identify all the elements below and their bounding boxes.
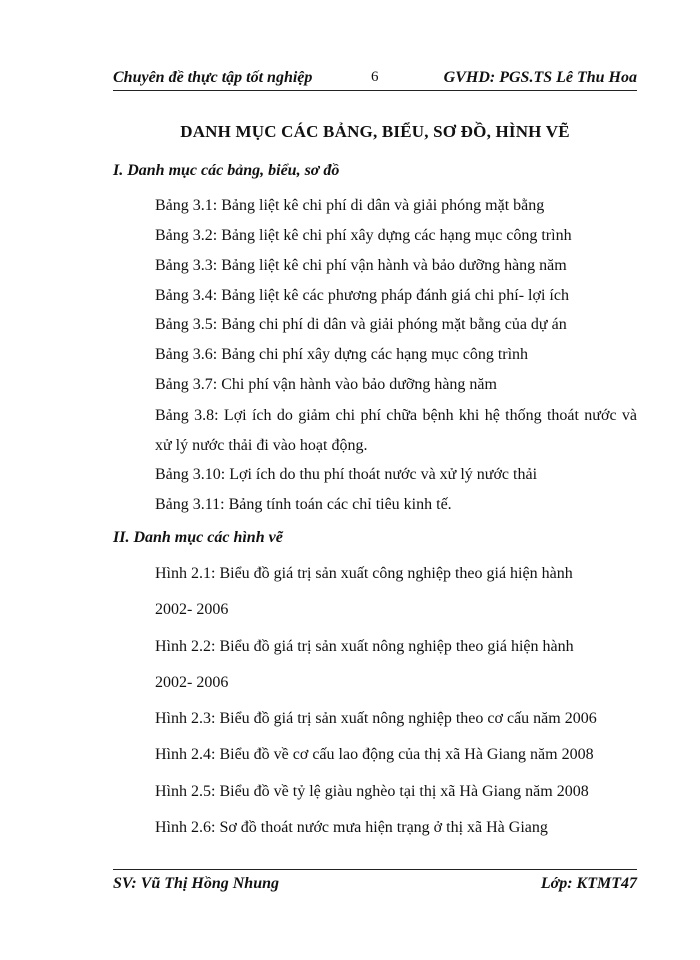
section-tables-heading: I. Danh mục các bảng, biểu, sơ đồ bbox=[113, 162, 340, 179]
list-item: Bảng 3.3: Bảng liệt kê chi phí vận hành và bảo dưỡng hàng năm bbox=[155, 257, 567, 274]
list-item: Bảng 3.10: Lợi ích do thu phí thoát nước và xử lý nước thải bbox=[155, 466, 538, 483]
header-report-title: Chuyên đề thực tập tốt nghiệp bbox=[113, 69, 313, 86]
page-title: DANH MỤC CÁC BẢNG, BIỂU, SƠ ĐỒ, HÌNH VẼ bbox=[180, 122, 570, 141]
list-item-continuation: 2002- 2006 bbox=[155, 601, 229, 618]
page-header bbox=[113, 66, 637, 91]
header-advisor: GVHD: PGS.TS Lê Thu Hoa bbox=[443, 69, 637, 86]
list-item: Bảng 3.6: Bảng chi phí xây dựng các hạng mục công trình bbox=[155, 346, 529, 363]
list-item-continuation: 2002- 2006 bbox=[155, 674, 229, 691]
list-item: Hình 2.3: Biểu đồ giá trị sản xuất nông nghiệp theo cơ cấu năm 2006 bbox=[155, 710, 597, 727]
list-item: Bảng 3.2: Bảng liệt kê chi phí xây dựng các hạng mục công trình bbox=[155, 227, 572, 244]
list-item: Bảng 3.7: Chi phí vận hành vào bảo dưỡng hàng năm bbox=[155, 376, 497, 393]
list-item: Bảng 3.1: Bảng liệt kê chi phí di dân và giải phóng mặt bằng bbox=[155, 197, 545, 214]
list-item: Bảng 3.11: Bảng tính toán các chỉ tiêu kinh tế. bbox=[155, 496, 452, 513]
page-number: 6 bbox=[371, 69, 379, 85]
page-footer bbox=[113, 869, 637, 898]
list-item: Hình 2.6: Sơ đồ thoát nước mưa hiện trạng ở thị xã Hà Giang bbox=[155, 819, 548, 836]
list-item: Hình 2.5: Biểu đồ về tỷ lệ giàu nghèo tại thị xã Hà Giang năm 2008 bbox=[155, 783, 589, 800]
list-item: Bảng 3.4: Bảng liệt kê các phương pháp đánh giá chi phí- lợi ích bbox=[155, 287, 569, 304]
footer-class: Lớp: KTMT47 bbox=[540, 875, 637, 892]
list-item: Hình 2.2: Biểu đồ giá trị sản xuất nông nghiệp theo giá hiện hành bbox=[155, 638, 574, 655]
list-item: Bảng 3.5: Bảng chi phí di dân và giải phóng mặt bằng của dự án bbox=[155, 316, 567, 333]
list-item: Bảng 3.8: Lợi ích do giảm chi phí chữa bệnh khi hệ thống thoát nước và xử lý nước thải đi vào hoạt động. bbox=[155, 407, 637, 454]
footer-student: SV: Vũ Thị Hồng Nhung bbox=[113, 875, 279, 892]
list-item: Hình 2.1: Biểu đồ giá trị sản xuất công nghiệp theo giá hiện hành bbox=[155, 565, 573, 582]
section-figures-heading: II. Danh mục các hình vẽ bbox=[113, 529, 283, 546]
list-item: Hình 2.4: Biểu đồ về cơ cấu lao động của thị xã Hà Giang năm 2008 bbox=[155, 746, 594, 763]
